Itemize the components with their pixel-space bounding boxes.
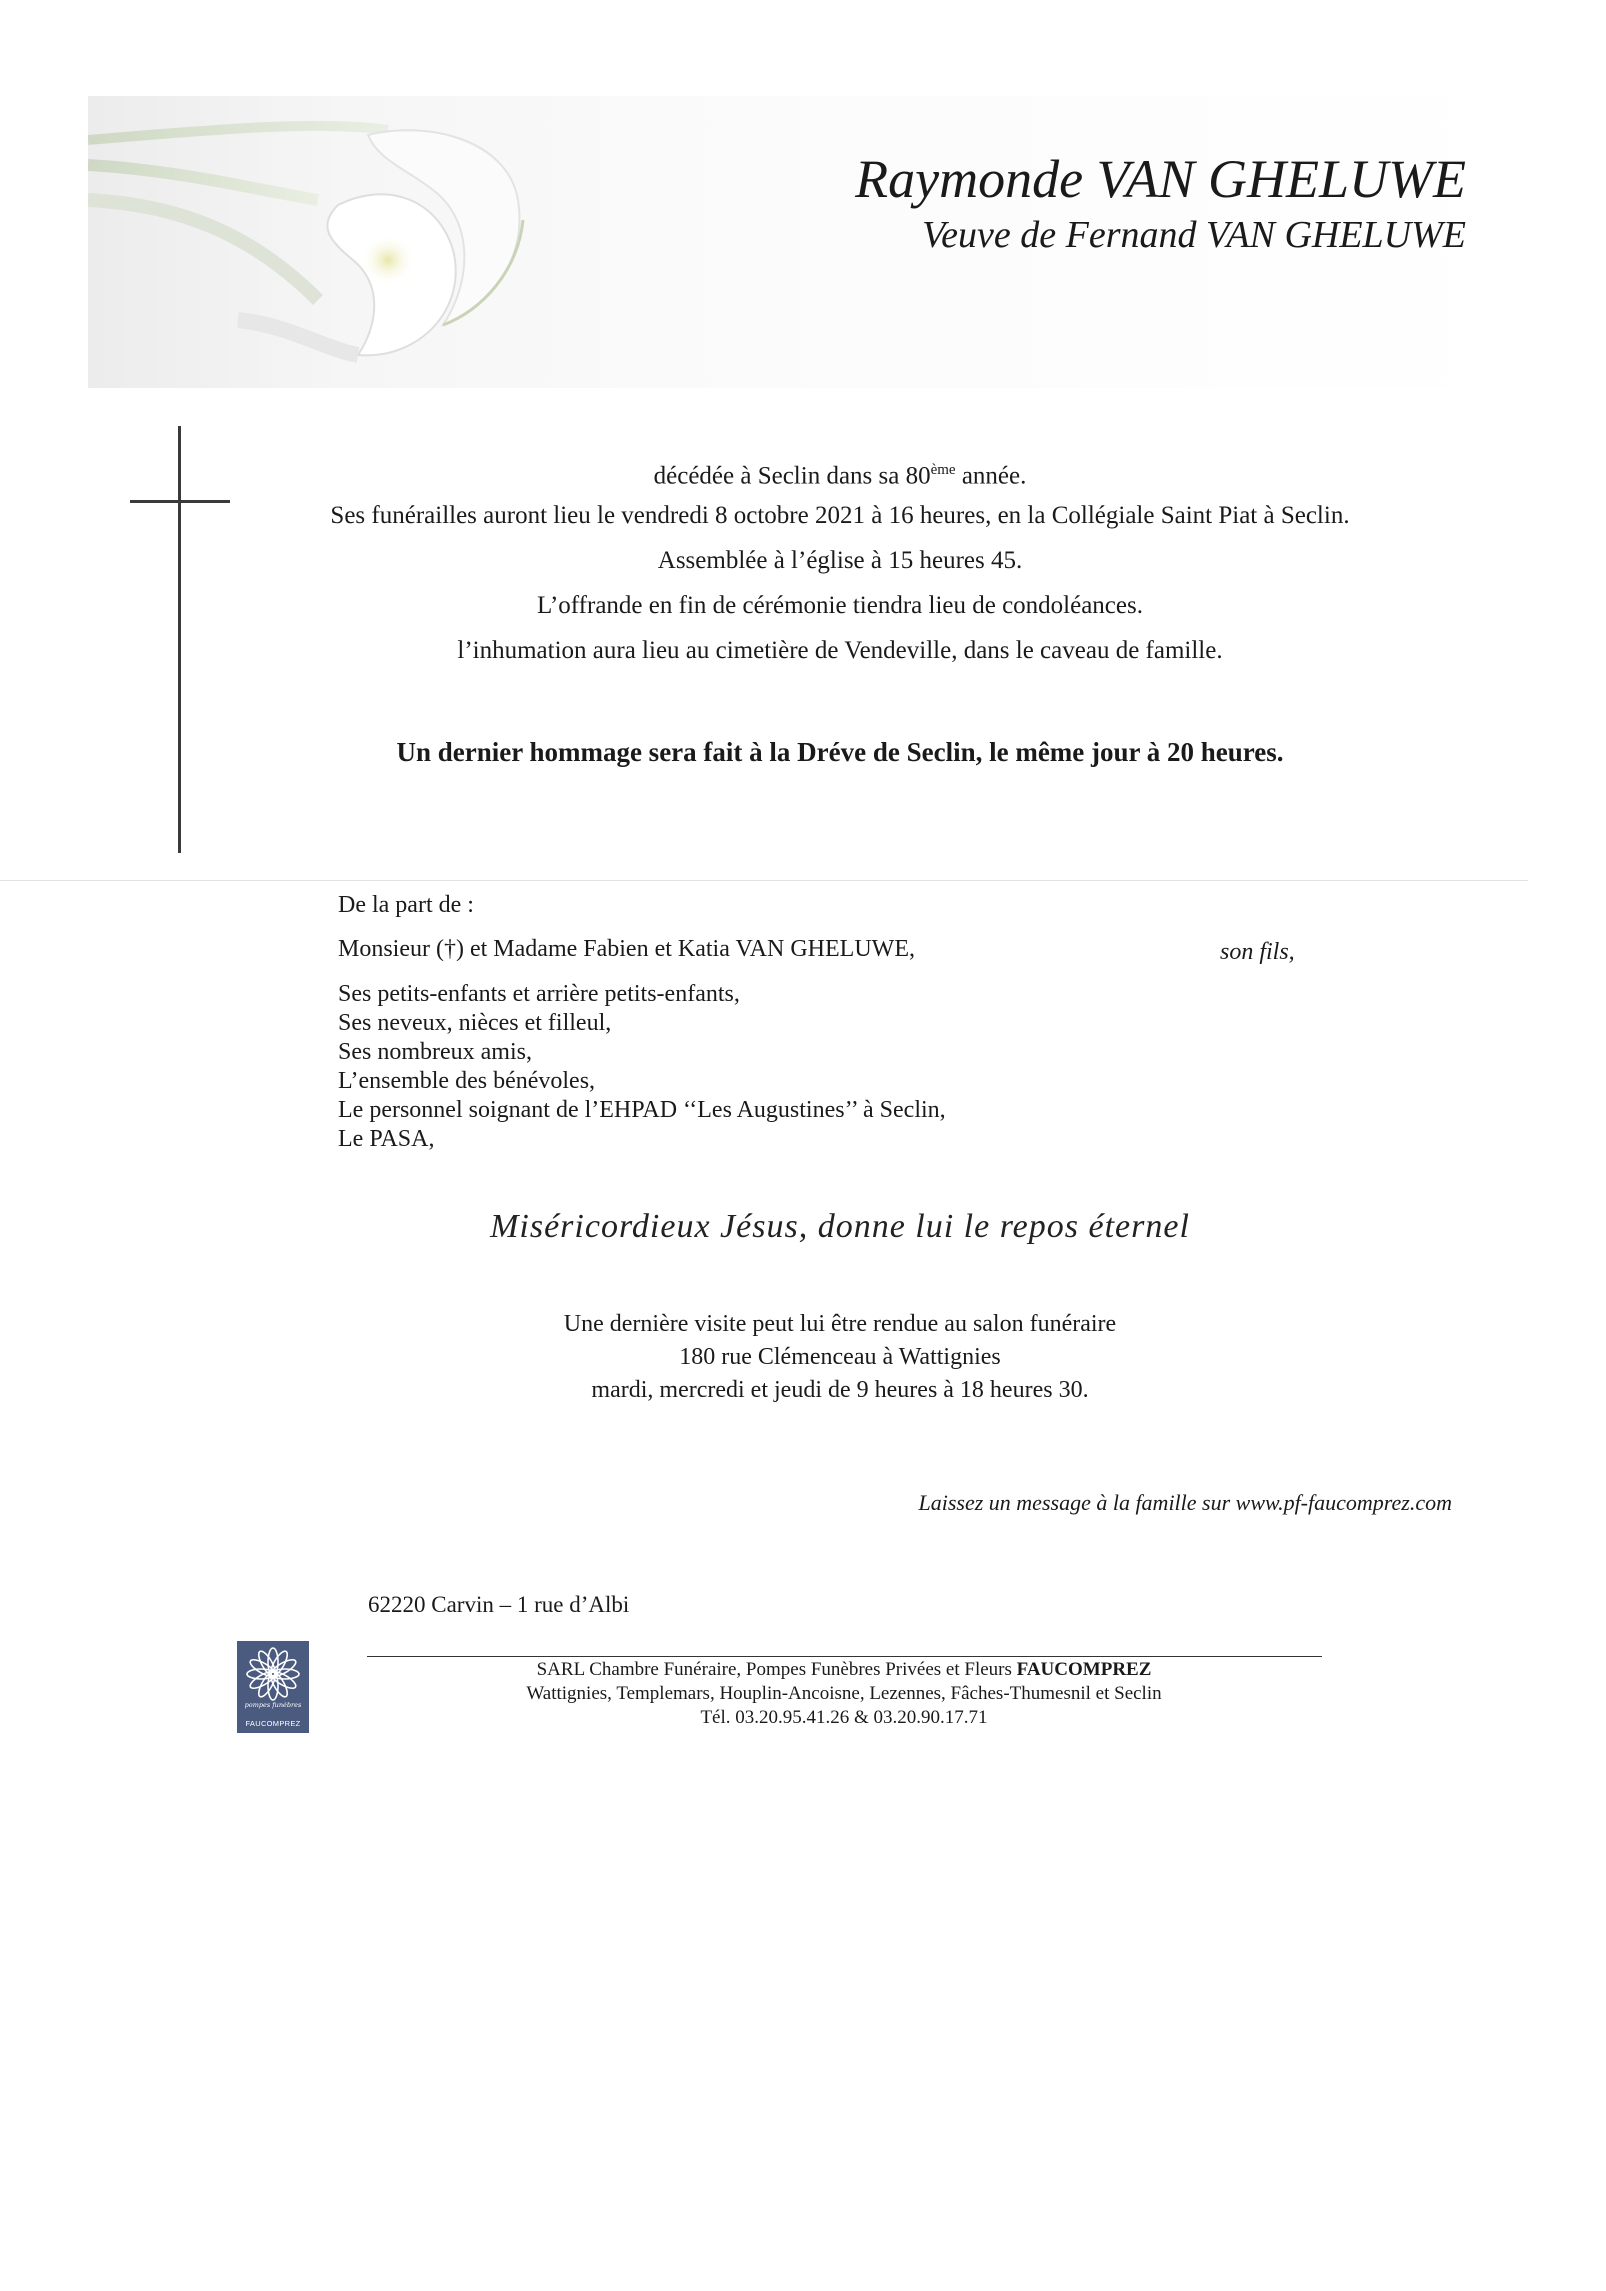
list-item: Ses neveux, nièces et filleul, <box>338 1010 612 1036</box>
section-divider <box>0 880 1528 881</box>
visit-line-3: mardi, mercredi et jeudi de 9 heures à 18 heures 30. <box>591 1377 1089 1403</box>
list-item: Ses nombreux amis, <box>338 1039 532 1065</box>
death-line: décédée à Seclin dans sa 80ème année. <box>653 462 1027 490</box>
footer-rule <box>367 1656 1322 1657</box>
visit-info <box>250 1308 1430 1407</box>
son-relation: son fils, <box>1220 939 1295 965</box>
footer-towns: Wattignies, Templemars, Houplin-Ancoisne, Lezennes, Fâches-Thumesnil et Seclin <box>526 1683 1162 1704</box>
cross-icon <box>178 426 181 853</box>
son-line: Monsieur (†) et Madame Fabien et Katia VAN GHELUWE, <box>338 936 915 962</box>
assembly-line: Assemblée à l’église à 15 heures 45. <box>657 547 1023 574</box>
list-item: Le PASA, <box>338 1126 435 1152</box>
visit-line-2: 180 rue Clémenceau à Wattignies <box>679 1344 1001 1370</box>
list-item: Le personnel soignant de l’EHPAD ‘‘Les Augustines’’ à Seclin, <box>338 1097 946 1123</box>
from-label: De la part de : <box>338 892 474 918</box>
burial-line: l’inhumation aura lieu au cimetière de Vendeville, dans le caveau de famille. <box>457 637 1223 664</box>
tribute-line: Un dernier hommage sera fait à la Dréve de Seclin, le même jour à 20 heures. <box>396 737 1284 767</box>
list-item: Ses petits-enfants et arrière petits-enfants, <box>338 981 740 1007</box>
calla-lily-image <box>88 110 648 388</box>
logo-name: FAUCOMPREZ <box>245 1719 301 1728</box>
funeral-line: Ses funérailles auront lieu le vendredi 8 octobre 2021 à 16 heures, en la Collégiale Saint Piat à Seclin. <box>330 502 1350 529</box>
ceremony-details <box>250 448 1430 673</box>
footer-phone: Tél. 03.20.95.41.26 & 03.20.90.17.71 <box>700 1707 988 1728</box>
address: 62220 Carvin – 1 rue d’Albi <box>368 1592 630 1617</box>
company-logo <box>237 1641 309 1733</box>
visit-line-1: Une dernière visite peut lui être rendue au salon funéraire <box>563 1311 1117 1337</box>
flower-emblem-icon <box>237 1641 309 1711</box>
offering-line: L’offrande en fin de cérémonie tiendra lieu de condoléances. <box>537 592 1143 619</box>
deceased-name: Raymonde VAN GHELUWE <box>855 149 1466 209</box>
footer-company: SARL Chambre Funéraire, Pompes Funèbres Privées et Fleurs FAUCOMPREZ <box>536 1659 1152 1680</box>
logo-script-text: pompes funèbres <box>244 1701 302 1709</box>
list-item: L’ensemble des bénévoles, <box>338 1068 596 1094</box>
footer <box>400 1658 1288 1730</box>
web-message: Laissez un message à la famille sur www.pf-faucomprez.com <box>918 1490 1452 1515</box>
prayer-line: Miséricordieux Jésus, donne lui le repos éternel <box>490 1208 1190 1245</box>
family-list <box>338 980 946 1154</box>
spouse-line: Veuve de Fernand VAN GHELUWE <box>922 214 1466 256</box>
footer-company-name: FAUCOMPREZ <box>1016 1659 1152 1680</box>
ordinal-suffix: ème <box>930 462 956 478</box>
cross-icon-bar <box>130 500 230 503</box>
name-block <box>855 148 1466 260</box>
